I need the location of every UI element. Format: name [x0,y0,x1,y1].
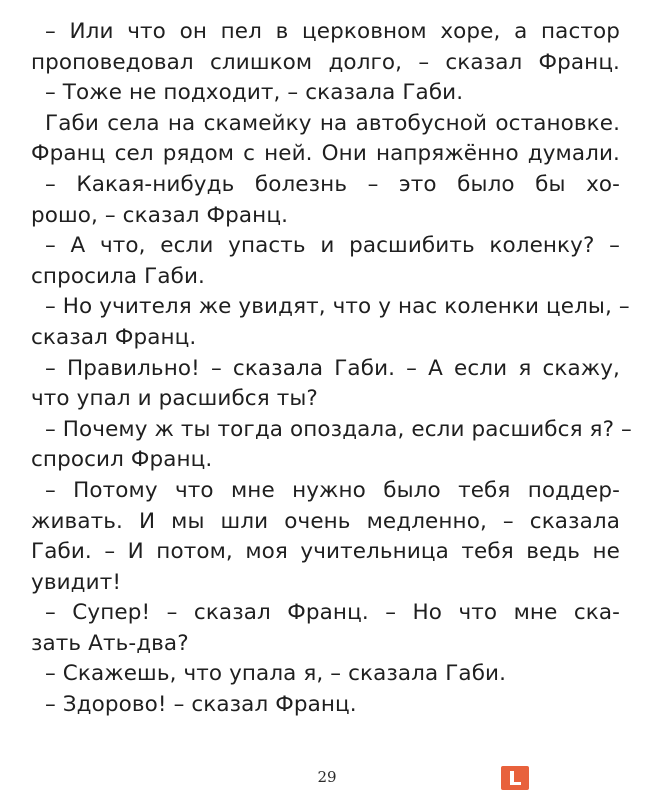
labirint-logo-icon [501,766,529,790]
text-line: сказал Франц. [31,324,197,350]
page-number: 29 [317,768,337,786]
text-line: Габи села на скамейку на автобусной остановке. [45,110,620,136]
text-line: – Или что он пел в церковном хоре, а пастор [45,19,620,44]
text-line: Габи. – И потом, моя учительница тебя ведь не [31,539,620,565]
text-line: зать Ать-два? [31,630,189,656]
text-line: что упал и расшибся ты? [31,386,318,412]
text-line: – А что, если упасть и расшибить коленку? – [45,233,620,259]
text-line: – Тоже не подходит, – сказала Габи. [45,80,464,106]
page-text [31,17,632,721]
text-line: проповедовал слишком долго, – сказал Франц. [31,49,620,75]
text-line: увидит! [31,569,122,595]
text-line: – Почему ж ты тогда опоздала, если расшибся я? – [45,416,632,442]
text-line: живать. И мы шли очень медленно, – сказала [31,508,620,534]
text-line: – Но учителя же увидят, что у нас коленки целы, – [45,294,630,320]
text-line: – Какая-нибудь болезнь – это было бы хо- [45,171,620,197]
text-line: – Скажешь, что упала я, – сказала Габи. [45,661,507,687]
text-line: спросила Габи. [31,263,205,289]
text-line: спросил Франц. [31,447,213,473]
text-line: Франц сел рядом с ней. Они напряжённо думали. [31,141,620,167]
text-line: рошо, – сказал Франц. [31,202,289,228]
text-line: – Потому что мне нужно было тебя поддер- [45,477,620,503]
text-line: – Здорово! – сказал Франц. [45,692,357,718]
text-line: – Правильно! – сказала Габи. – А если я скажу, [45,355,620,381]
text-line: – Супер! – сказал Франц. – Но что мне ска- [45,600,620,626]
